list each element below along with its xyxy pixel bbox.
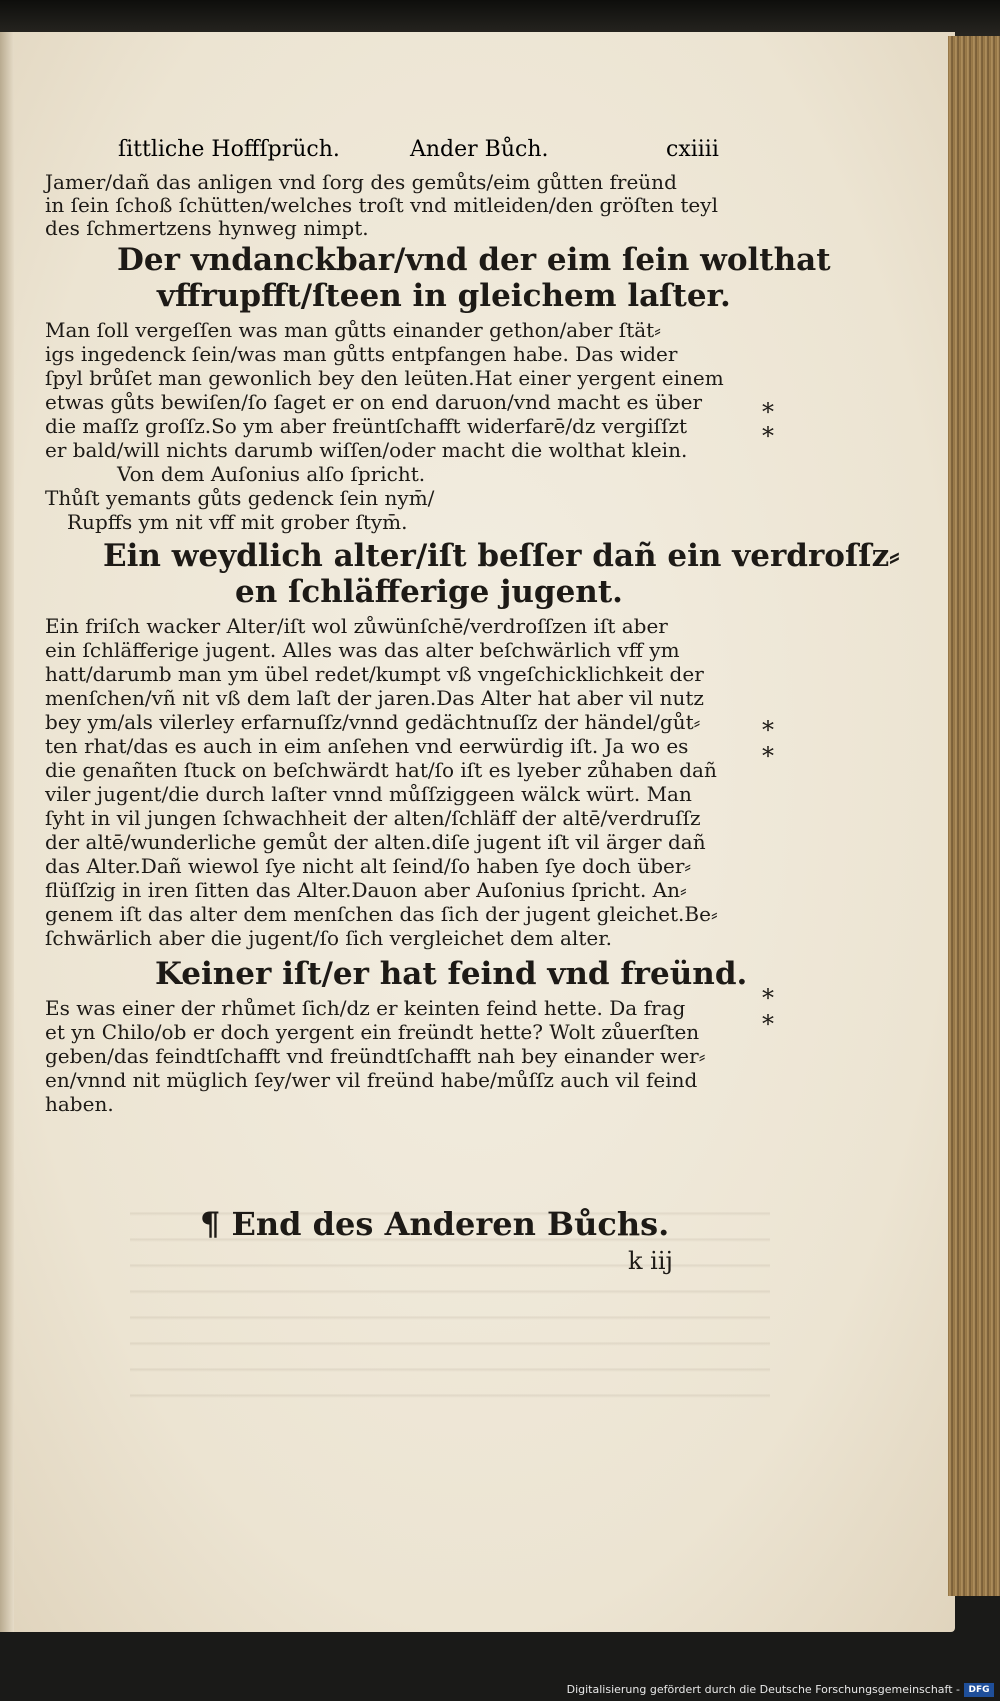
text-line: Ein friſch wacker Alter/iſt wol zůwünſchē/verdroſſzen iſt aber — [45, 614, 668, 638]
text-line: et yn Chilo/ob er doch yergent ein freündt hette? Wolt zůuerſten — [45, 1020, 700, 1044]
section-heading: Der vndanckbar/vnd der eim ſein wolthat — [117, 242, 831, 278]
text-line: das Alter.Dañ wiewol ſye nicht alt ſeind/ſo haben ſye doch über⸗ — [45, 854, 692, 878]
credit-text: Digitalisierung gefördert durch die Deutsche Forschungsgemeinschaft - — [566, 1683, 960, 1696]
margin-asterisk: * — [762, 422, 774, 450]
text-line: geben/das feindtſchafft vnd freündtſchafft nah bey einander wer⸗ — [45, 1044, 706, 1068]
dfg-logo: DFG — [964, 1683, 994, 1697]
text-line: ſchwärlich aber die jugent/ſo ſich vergleichet dem alter. — [45, 926, 612, 950]
text-line: ten rhat/das es auch in eim anſehen vnd eerwürdig iſt. Ja wo es — [45, 734, 689, 758]
text-line: etwas gůts bewiſen/ſo ſaget er on end daruon/vnd macht es über — [45, 390, 703, 414]
running-head — [118, 137, 718, 171]
margin-asterisk: * — [762, 398, 774, 426]
text-line: genem iſt das alter dem menſchen das ſich der jugent gleichet.Be⸗ — [45, 902, 718, 926]
text-line: hatt/darumb man ym übel redet/kumpt vß vngeſchicklichkeit der — [45, 662, 704, 686]
text-line: der altē/wunderliche gemůt der alten.diſe jugent iſt vil ärger dañ — [45, 830, 706, 854]
text-line: bey ym/als vilerley erfarnuſſz/vnnd gedächtnuſſz der händel/gůt⸗ — [45, 710, 701, 734]
text-line: Jamer/dañ das anligen vnd ſorg des gemůts/eim gůtten freünd — [45, 170, 677, 194]
margin-asterisk: * — [762, 1010, 774, 1038]
text-line: Es was einer der rhůmet ſich/dz er keinten feind hette. Da frag — [45, 996, 686, 1020]
text-line: Von dem Auſonius alſo ſpricht. — [117, 462, 426, 486]
folio-number: cxiiii — [666, 137, 719, 162]
text-line: flüſſzig in iren ſitten das Alter.Dauon aber Auſonius ſpricht. An⸗ — [45, 878, 687, 902]
section-heading: Keiner iſt/er hat feind vnd freünd. — [155, 956, 748, 992]
text-line: in ſein ſchoß ſchütten/welches troſt vnd mitleiden/den gröſten teyl — [45, 193, 718, 217]
text-line: igs ingedenck ſein/was man gůtts entpfangen habe. Das wider — [45, 342, 678, 366]
text-line: en/vnnd nit müglich ſey/wer vil freünd habe/můſſz auch vil feind — [45, 1068, 698, 1092]
verse-line: Thůſt yemants gůts gedenck ſein nym̄/ — [45, 486, 435, 510]
text-line: ſpyl brůſet man gewonlich bey den leüten.Hat einer yergent einem — [45, 366, 724, 390]
text-line: Man ſoll vergeſſen was man gůtts einander gethon/aber ſtät⸗ — [45, 318, 661, 342]
text-line: des ſchmertzens hynweg nimpt. — [45, 216, 369, 240]
text-line: ſyht in vil jungen ſchwachheit der alten/ſchläff der altē/verdruſſz — [45, 806, 701, 830]
section-heading: Ein weydlich alter/iſt beſſer dañ ein verdroſſz⸗ — [103, 538, 900, 574]
text-line: viler jugent/die durch laſter vnnd můſſziggeen wälck würt. Man — [45, 782, 692, 806]
text-line: haben. — [45, 1092, 114, 1116]
page-gutter — [0, 32, 14, 1632]
book-end-text: ¶ End des Anderen Bůchs. — [200, 1205, 670, 1243]
margin-asterisk: * — [762, 984, 774, 1012]
text-line: menſchen/vñ nit vß dem laſt der jaren.Das Alter hat aber vil nutz — [45, 686, 704, 710]
margin-asterisk: * — [762, 716, 774, 744]
text-line: die genañten ſtuck on beſchwärdt hat/ſo iſt es lyeber zůhaben dañ — [45, 758, 717, 782]
running-head-center: Ander Bůch. — [410, 137, 549, 162]
text-line: die maſſz groſſz.So ym aber freüntſchafft widerfarē/dz vergiſſzt — [45, 414, 688, 438]
verse-line: Rupffs ym nit vff mit grober ſtym̄. — [67, 510, 408, 534]
section-heading: vffrupfft/ſteen in gleichem laſter. — [157, 278, 731, 314]
margin-asterisk: * — [762, 742, 774, 770]
section-heading: en ſchläfferige jugent. — [235, 574, 623, 610]
text-line: ein ſchläfferige jugent. Alles was das alter beſchwärlich vff ym — [45, 638, 680, 662]
running-head-left: ſittliche Hoffſprüch. — [118, 137, 340, 162]
page-stack-edge — [948, 36, 1000, 1596]
signature-mark: k iij — [628, 1247, 673, 1275]
text-line: er bald/will nichts darumb wiſſen/oder macht die wolthat klein. — [45, 438, 688, 462]
